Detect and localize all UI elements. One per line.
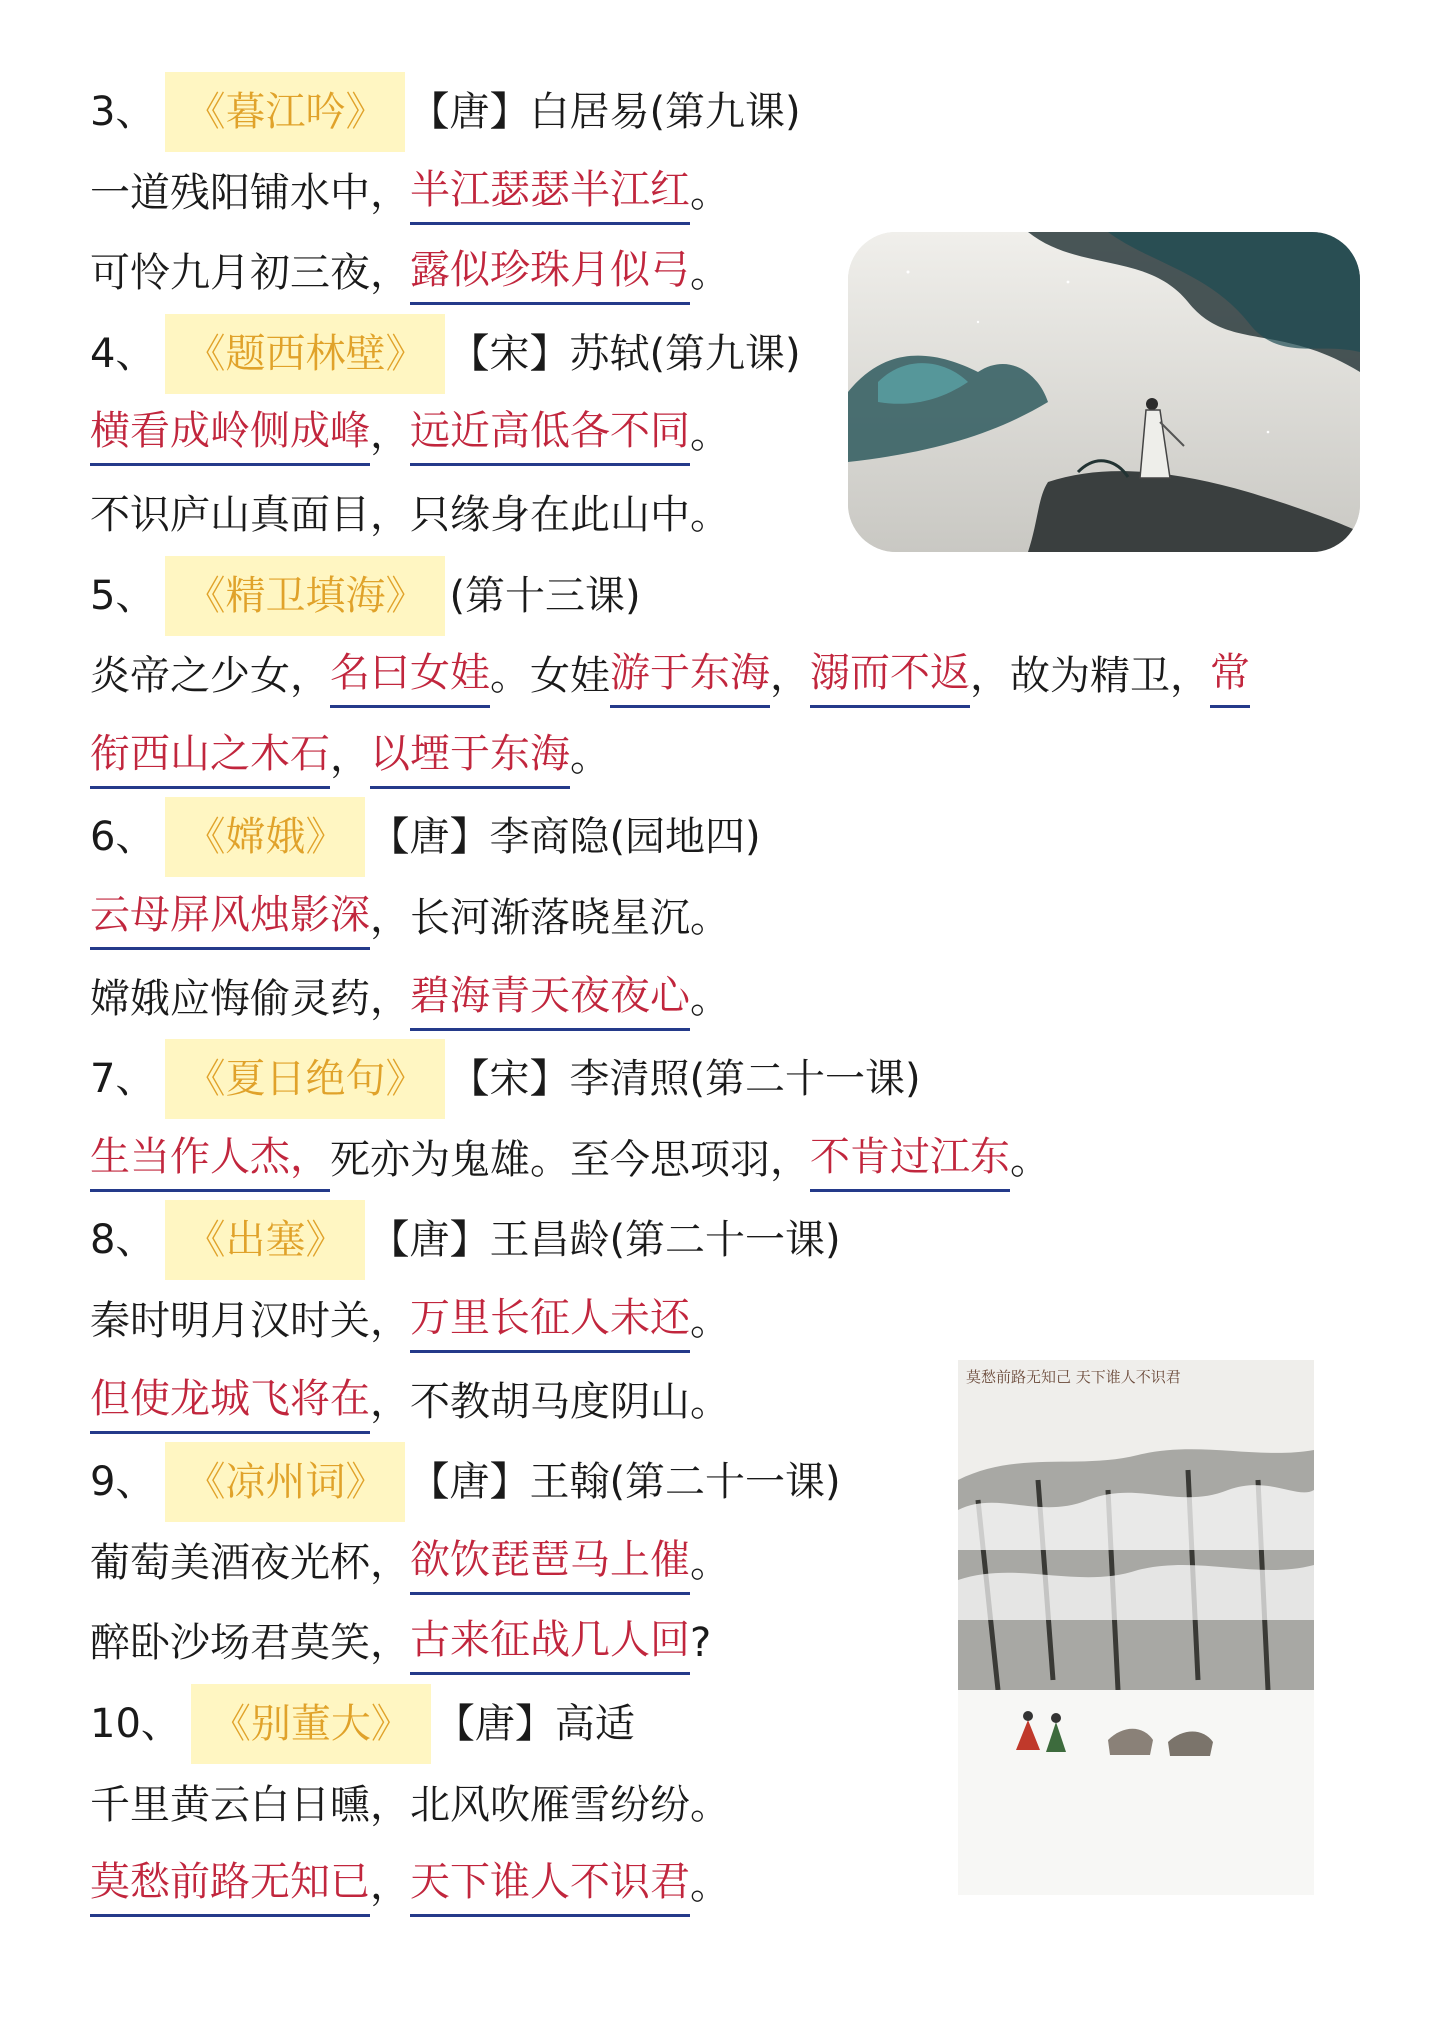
poem-number: 9、: [90, 1459, 156, 1506]
highlighted-phrase: 半江瑟瑟半江红: [410, 155, 690, 225]
poem-meta: 【唐】李商隐(园地四): [369, 814, 761, 861]
highlighted-phrase: 衔西山之木石: [90, 719, 330, 789]
poem-text: 一道残阳铺水中，: [90, 169, 410, 216]
poem-number: 6、: [90, 814, 156, 861]
poem-text: ，: [370, 1862, 410, 1909]
mountain-scholar-painting: [848, 232, 1360, 552]
poem-text: 。女娃: [490, 653, 610, 700]
poem-text: 。: [690, 1298, 730, 1344]
poem-title: 《凉州词》: [165, 1442, 405, 1522]
poem-text: 葡萄美酒夜光杯，: [90, 1539, 410, 1586]
poem-number: 8、: [90, 1217, 156, 1264]
poem-text: ，故为精卫，: [970, 653, 1210, 700]
poem-text: 嫦娥应悔偷灵药，: [90, 975, 410, 1022]
poem-text: 千里黄云白日曛，北风吹雁雪纷纷。: [90, 1781, 730, 1828]
snow-farewell-painting: [958, 1360, 1314, 1895]
poem-heading: [90, 1039, 921, 1119]
poem-text: 死亦为鬼雄。至今思项羽，: [330, 1136, 810, 1183]
poem-text: 。: [690, 1539, 730, 1586]
highlighted-phrase: 游于东海: [610, 638, 770, 708]
poem-heading: [90, 72, 801, 152]
poem-number: 10、: [90, 1701, 181, 1747]
poem-heading: [90, 314, 801, 394]
poem-text: ，长河渐落晓星沉。: [370, 895, 730, 941]
highlighted-phrase: 但使龙城飞将在: [90, 1364, 370, 1434]
highlighted-phrase: 云母屏风烛影深: [90, 880, 370, 950]
poem-text: 。: [570, 733, 610, 780]
poem-text: ，不教胡马度阴山。: [370, 1378, 730, 1425]
highlighted-phrase: 碧海青天夜夜心: [410, 961, 690, 1031]
highlighted-phrase: 横看成岭侧成峰: [90, 396, 370, 466]
poem-text: 。: [690, 169, 730, 216]
highlighted-phrase: 莫愁前路无知已: [90, 1847, 370, 1917]
poem-meta: (第十三课): [449, 572, 641, 619]
poem-line: [90, 636, 1250, 716]
poem-heading: [90, 1200, 841, 1280]
poem-line: [90, 475, 730, 555]
poem-text: 。: [690, 975, 730, 1022]
highlighted-phrase: 名曰女娃: [330, 638, 490, 708]
highlighted-phrase: 欲饮琵琶马上催: [410, 1525, 690, 1595]
poem-line: [90, 153, 730, 233]
highlighted-phrase: 万里长征人未还: [410, 1283, 690, 1353]
poem-meta: 【唐】高适: [434, 1701, 635, 1747]
poem-text: ，: [330, 733, 370, 780]
highlighted-phrase: 天下谁人不识君: [410, 1847, 690, 1917]
poem-title: 《暮江吟》: [165, 72, 405, 152]
highlighted-phrase: 常: [1210, 638, 1250, 708]
poem-line: [90, 233, 730, 313]
poem-meta: 【唐】白居易(第九课): [409, 89, 801, 135]
poem-line: [90, 959, 730, 1039]
poem-heading: [90, 797, 761, 877]
poem-title: 《题西林壁》: [165, 314, 445, 394]
poem-line: [90, 1523, 730, 1603]
poem-meta: 【唐】王翰(第二十一课): [409, 1459, 841, 1506]
painting-inscription: 莫愁前路无知己 天下谁人不识君: [966, 1368, 1181, 1386]
poem-line: [90, 1120, 1050, 1200]
poem-number: 3、: [90, 89, 156, 135]
poem-line: [90, 394, 730, 474]
poem-line: [90, 1603, 711, 1683]
poem-text: ，: [370, 411, 410, 458]
poem-line: [90, 1281, 730, 1361]
poem-line: [90, 1765, 730, 1845]
poem-line: [90, 1362, 730, 1442]
poem-text: 炎帝之少女，: [90, 653, 330, 700]
poem-heading: [90, 1684, 635, 1764]
snow-scene-illustration: [958, 1360, 1314, 1895]
poem-text: 醉卧沙场君莫笑，: [90, 1620, 410, 1667]
poem-line: [90, 1845, 730, 1925]
poem-text: 不识庐山真面目，只缘身在此山中。: [90, 492, 730, 538]
highlighted-phrase: 远近高低各不同: [410, 396, 690, 466]
poem-text: 。: [690, 1862, 730, 1909]
poem-heading: [90, 556, 641, 636]
poem-heading: [90, 1442, 841, 1522]
poem-number: 5、: [90, 572, 156, 619]
poem-meta: 【宋】苏轼(第九课): [449, 330, 801, 377]
poem-text: ?: [690, 1620, 712, 1667]
poem-text: 。: [1010, 1136, 1050, 1183]
poem-line: [90, 878, 730, 958]
poem-title: 《出塞》: [165, 1200, 365, 1280]
highlighted-phrase: 以堙于东海: [370, 719, 570, 789]
poem-text: 。: [690, 250, 730, 297]
poem-meta: 【宋】李清照(第二十一课): [449, 1056, 921, 1103]
poem-title: 《精卫填海》: [165, 556, 445, 636]
poem-title: 《夏日绝句》: [165, 1039, 445, 1119]
highlighted-phrase: 露似珍珠月似弓: [410, 235, 690, 305]
poem-text: 秦时明月汉时关，: [90, 1298, 410, 1344]
highlighted-phrase: 生当作人杰，: [90, 1122, 330, 1192]
poem-text: ，: [770, 653, 810, 700]
poem-title: 《别董大》: [191, 1684, 431, 1764]
highlighted-phrase: 古来征战几人回: [410, 1605, 690, 1675]
poem-text: 。: [690, 411, 730, 458]
highlighted-phrase: 不肯过江东: [810, 1122, 1010, 1192]
poem-line: [90, 717, 610, 797]
ink-landscape-illustration: [848, 232, 1360, 552]
poem-text: 可怜九月初三夜，: [90, 250, 410, 297]
poem-meta: 【唐】王昌龄(第二十一课): [369, 1217, 841, 1264]
highlighted-phrase: 溺而不返: [810, 638, 970, 708]
poem-number: 7、: [90, 1056, 156, 1103]
poem-title: 《嫦娥》: [165, 797, 365, 877]
poem-number: 4、: [90, 330, 156, 377]
